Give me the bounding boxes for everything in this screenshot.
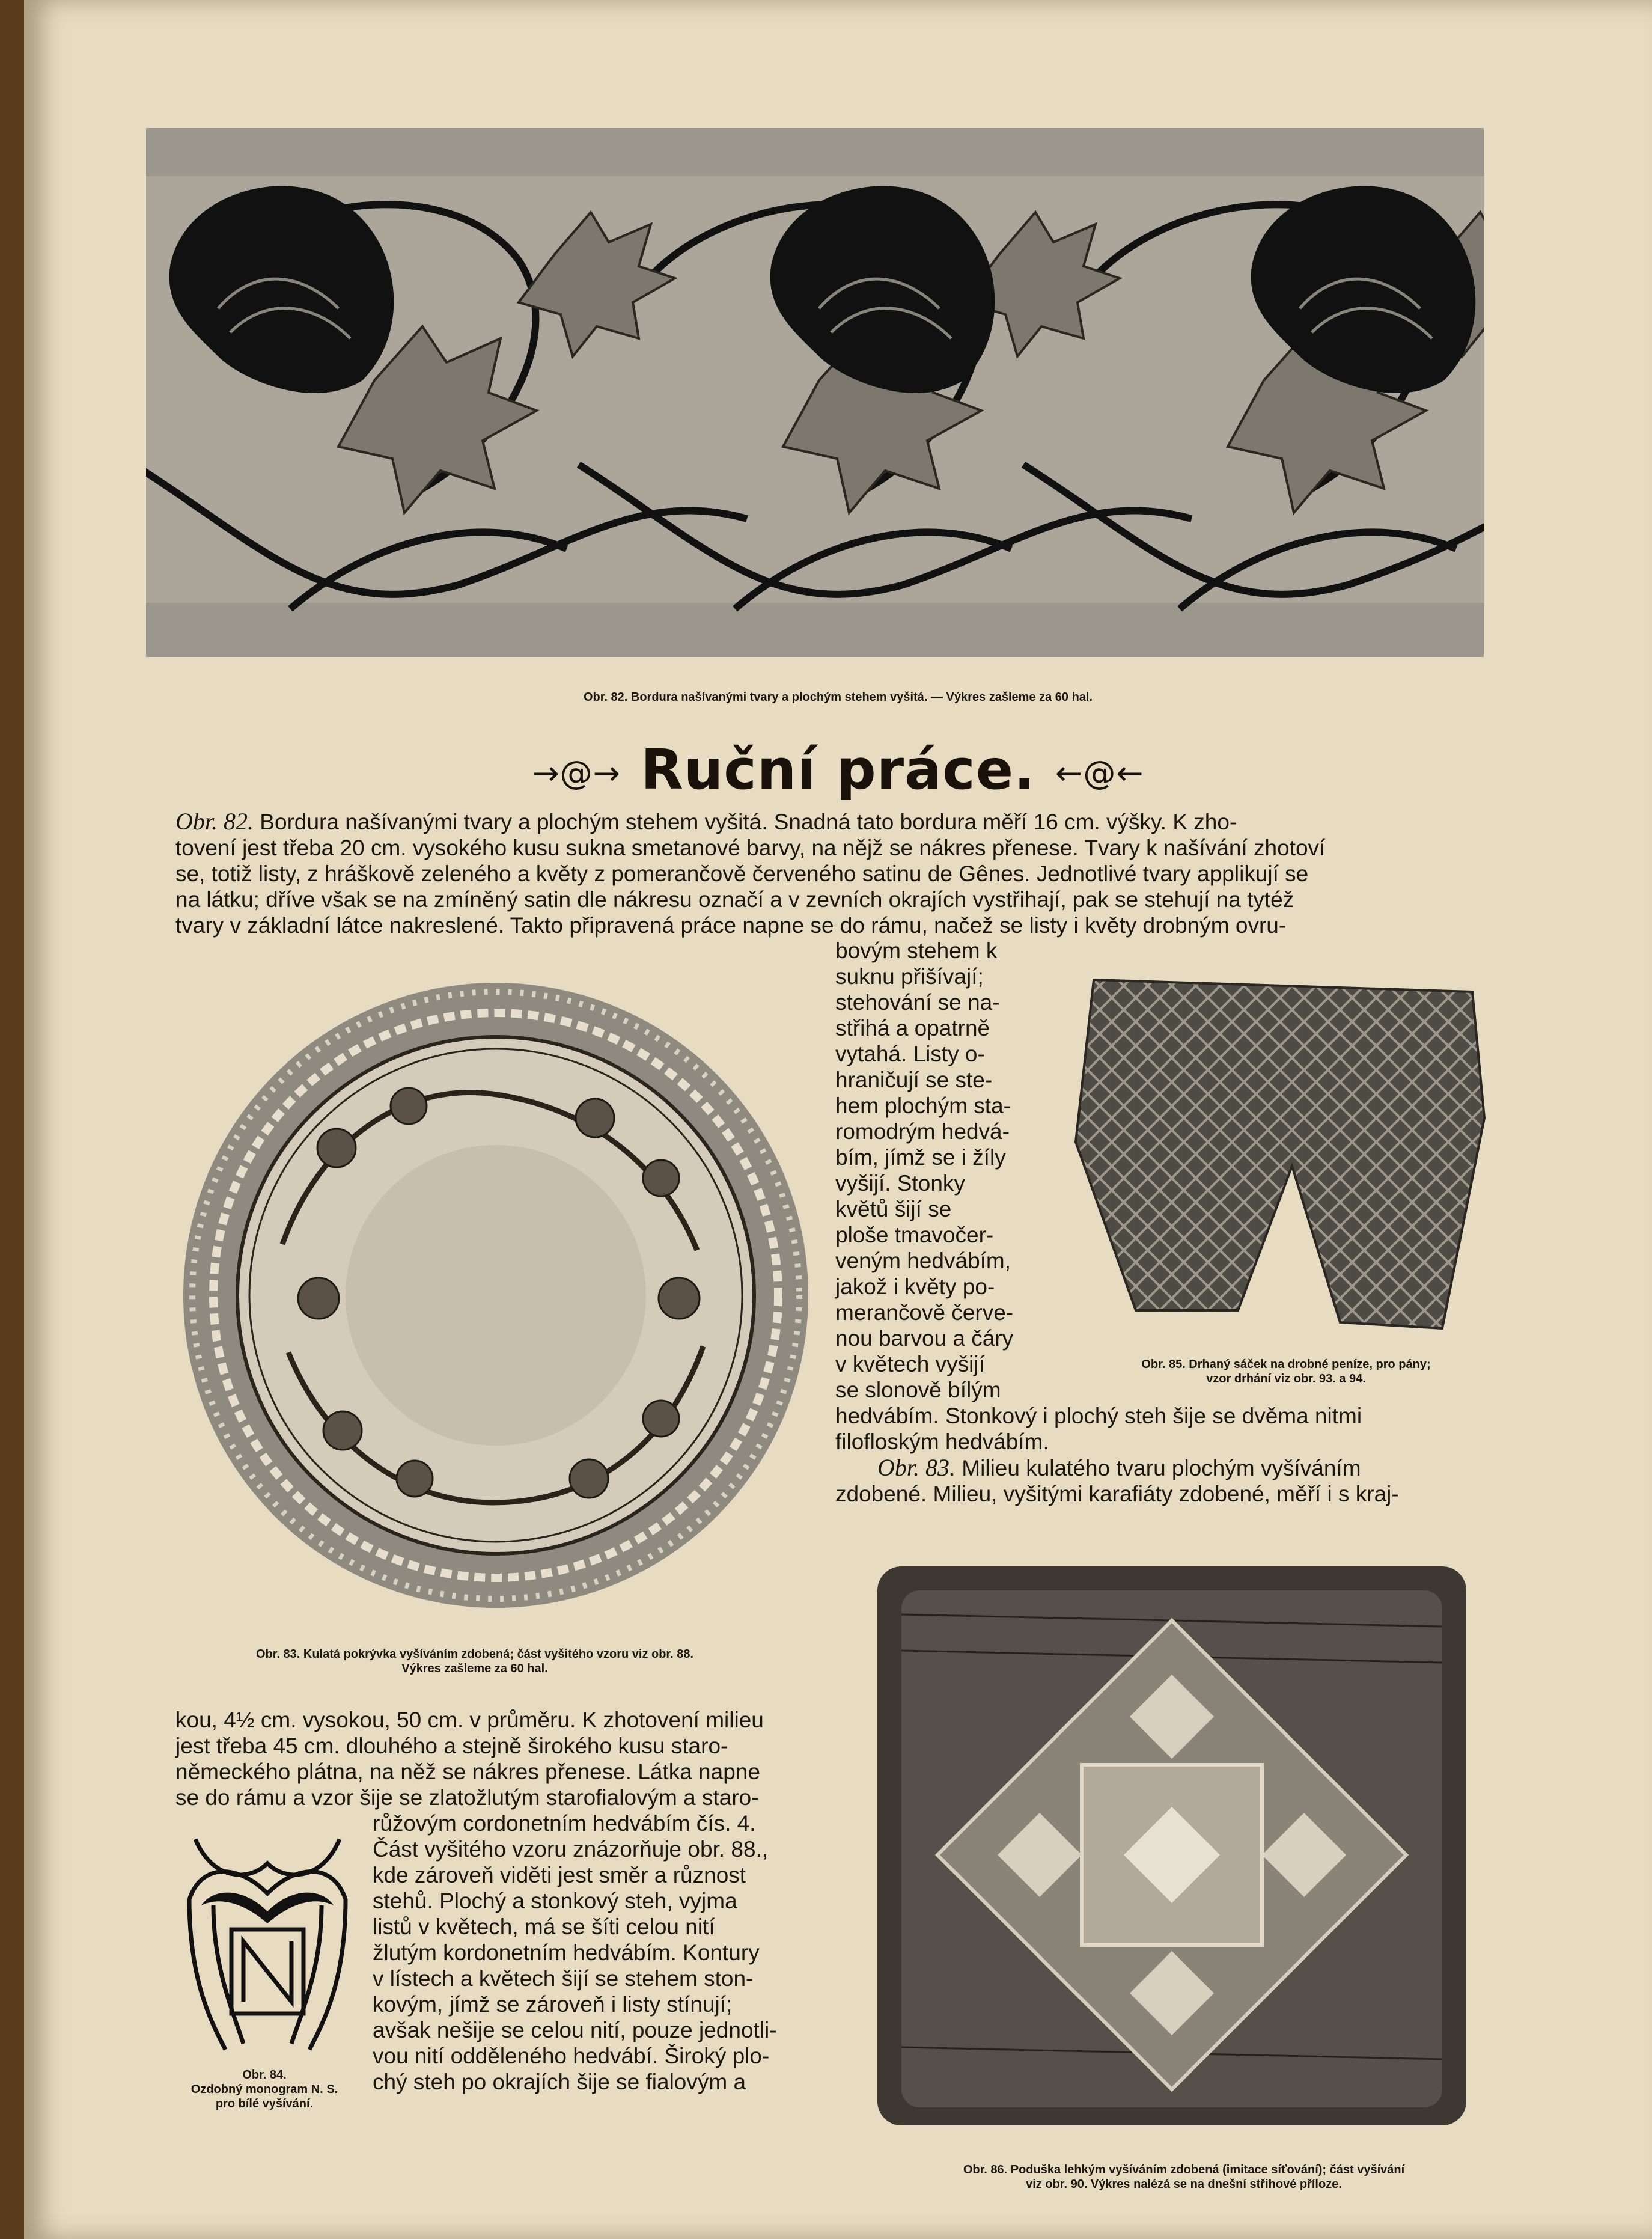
text-line: vyšijí. Stonky: [835, 1171, 965, 1196]
caption-line: viz obr. 90. Výkres nalézá se na dnešní střihové příloze.: [1026, 2178, 1342, 2191]
text-line: Bordura našívanými tvary a plochým stehem vyšitá. Snadná tato bordura měří 16 cm. výšky. K zho-: [254, 810, 1237, 834]
figure-ref-82: Obr. 82.: [175, 808, 254, 835]
text-line: na látku; dříve však se na zmíněný satin dle nákresu označí a v zevních okrajích vystřihají, pak se stehují na tytéž: [175, 887, 1294, 912]
text-line: bovým stehem k: [835, 938, 998, 963]
text-line: kou, 4½ cm. vysokou, 50 cm. v průměru. K zhotovení milieu: [175, 1708, 764, 1732]
figure-ref-83: Obr. 83.: [877, 1454, 956, 1481]
figure-85-caption: [1046, 1357, 1526, 1386]
text-line: hem plochým sta-: [835, 1093, 1011, 1118]
text-line: se slonově bílým: [835, 1378, 1001, 1402]
text-line: vytahá. Listy o-: [835, 1042, 985, 1066]
paragraph-82-line-1: [175, 808, 1489, 835]
paragraph-82: [175, 808, 1489, 938]
cushion-photo: [865, 1554, 1478, 2143]
caption-line: Obr. 85. Drhaný sáček na drobné peníze, pro pány;: [1141, 1358, 1431, 1371]
paragraph-83: [835, 1403, 1490, 1507]
paragraph-83-line-1: [835, 1455, 1490, 1481]
text-line: německého plátna, na něž se nákres přenese. Látka napne: [175, 1759, 760, 1784]
text-line: avšak nešije se celou nití, pouze jednotli-: [373, 2018, 777, 2042]
text-line: v květech vyšijí: [835, 1352, 985, 1376]
text-line: suknu přišívají;: [835, 964, 984, 989]
caption-line: Obr. 84.: [242, 2068, 287, 2082]
purse-illustration: [1028, 974, 1502, 1334]
border-pattern-illustration: [146, 128, 1484, 657]
text-line: Část vyšitého vzoru znázorňuje obr. 88.,: [373, 1837, 769, 1862]
caption-line: pro bílé vyšívání.: [215, 2097, 314, 2110]
title-text: Ruční práce.: [640, 738, 1036, 802]
doily-illustration: [180, 962, 811, 1623]
text-line: merančově červe-: [835, 1300, 1014, 1325]
ornament-left: →@→: [532, 754, 621, 792]
text-line: stehů. Plochý a stonkový steh, vyjma: [373, 1889, 737, 1913]
border-embroidery-photo: [146, 128, 1484, 657]
text-line: vou nití odděleného hedvábí. Široký plo-: [373, 2044, 770, 2068]
text-line: nou barvou a čáry: [835, 1326, 1014, 1351]
knotted-purse-photo: [1028, 974, 1502, 1334]
text-line: tovení jest třeba 20 cm. vysokého kusu sukna smetanové barvy, na nějž se nákres přenese. Tvary k našívání zhotoví: [175, 835, 1326, 860]
text-line: žlutým kordonetním hedvábím. Kontury: [373, 1940, 760, 1965]
text-line: hraničují se ste-: [835, 1068, 993, 1092]
text-line: stehování se na-: [835, 990, 1000, 1015]
figure-82-caption: Obr. 82. Bordura našívanými tvary a plochým stehem vyšitá. — Výkres zašleme za 60 hal.: [583, 691, 1093, 704]
text-line: kde zároveň viděti jest směr a různost: [373, 1863, 746, 1887]
text-line: bím, jímž se i žíly: [835, 1145, 1006, 1170]
text-line: zdobené. Milieu, vyšitými karafiáty zdobené, měří i s kraj-: [835, 1482, 1399, 1506]
caption-line: Ozdobný monogram N. S.: [190, 2083, 338, 2096]
text-line: veným hedvábím,: [835, 1248, 1011, 1273]
figure-84-caption: [162, 2068, 367, 2111]
text-line: jakož i květy po-: [835, 1274, 995, 1299]
text-line: chý steh po okrajích šije se fialovým a: [373, 2069, 746, 2094]
text-line: filofloským hedvábím.: [835, 1429, 1049, 1454]
text-line: růžovým cordonetním hedvábím čís. 4.: [373, 1811, 756, 1836]
figure-83-caption: [126, 1647, 823, 1676]
paragraph-83-continued: [175, 1707, 846, 1810]
caption-line: Obr. 83. Kulatá pokrývka vyšíváním zdobená; část vyšitého vzoru viz obr. 88.: [255, 1648, 694, 1661]
paragraph-83-column: [373, 1810, 846, 2095]
text-line: kovým, jímž se zároveň i listy stínují;: [373, 1992, 733, 2017]
round-doily-photo: [180, 962, 811, 1623]
caption-line: Obr. 86. Poduška lehkým vyšíváním zdobená (imitace síťování); část vyšívání: [963, 2163, 1405, 2176]
text-line: ploše tmavočer-: [835, 1223, 994, 1247]
text-line: jest třeba 45 cm. dlouhého a stejně širokého kusu staro-: [175, 1733, 728, 1758]
text-line: se, totiž listy, z hráškově zeleného a květy z pomerančově červeného satinu de Gênes. Jednotlivé tvary applikují se: [175, 861, 1309, 886]
text-line: květů šijí se: [835, 1197, 952, 1221]
text-line: Milieu kulatého tvaru plochým vyšíváním: [956, 1456, 1361, 1480]
monogram-illustration: [177, 1827, 358, 2056]
caption-line: vzor drhání viz obr. 93. a 94.: [1206, 1372, 1366, 1385]
caption-line: Výkres zašleme za 60 hal.: [401, 1662, 548, 1675]
page-title: [24, 737, 1652, 807]
cushion-illustration: [865, 1554, 1478, 2143]
text-line: romodrým hedvá-: [835, 1119, 1010, 1144]
text-line: v lístech a květech šijí se stehem ston-: [373, 1966, 754, 1991]
middle-text-column: [835, 938, 1046, 1403]
text-line: hedvábím. Stonkový i plochý steh šije se dvěma nitmi: [835, 1404, 1362, 1428]
text-line: tvary v základní látce nakreslené. Takto připravená práce napne se do rámu, načež se listy i květy drobným ovru-: [175, 913, 1287, 938]
text-line: listů v květech, má se šíti celou nití: [373, 1914, 715, 1939]
monogram-ns-drawing: [177, 1827, 358, 2056]
ornament-right: ←@←: [1055, 754, 1144, 792]
figure-86-caption: [853, 2163, 1514, 2192]
magazine-page: [24, 0, 1652, 2239]
text-line: se do rámu a vzor šije se zlatožlutým starofialovým a staro-: [175, 1785, 759, 1810]
text-line: střihá a opatrně: [835, 1016, 990, 1040]
